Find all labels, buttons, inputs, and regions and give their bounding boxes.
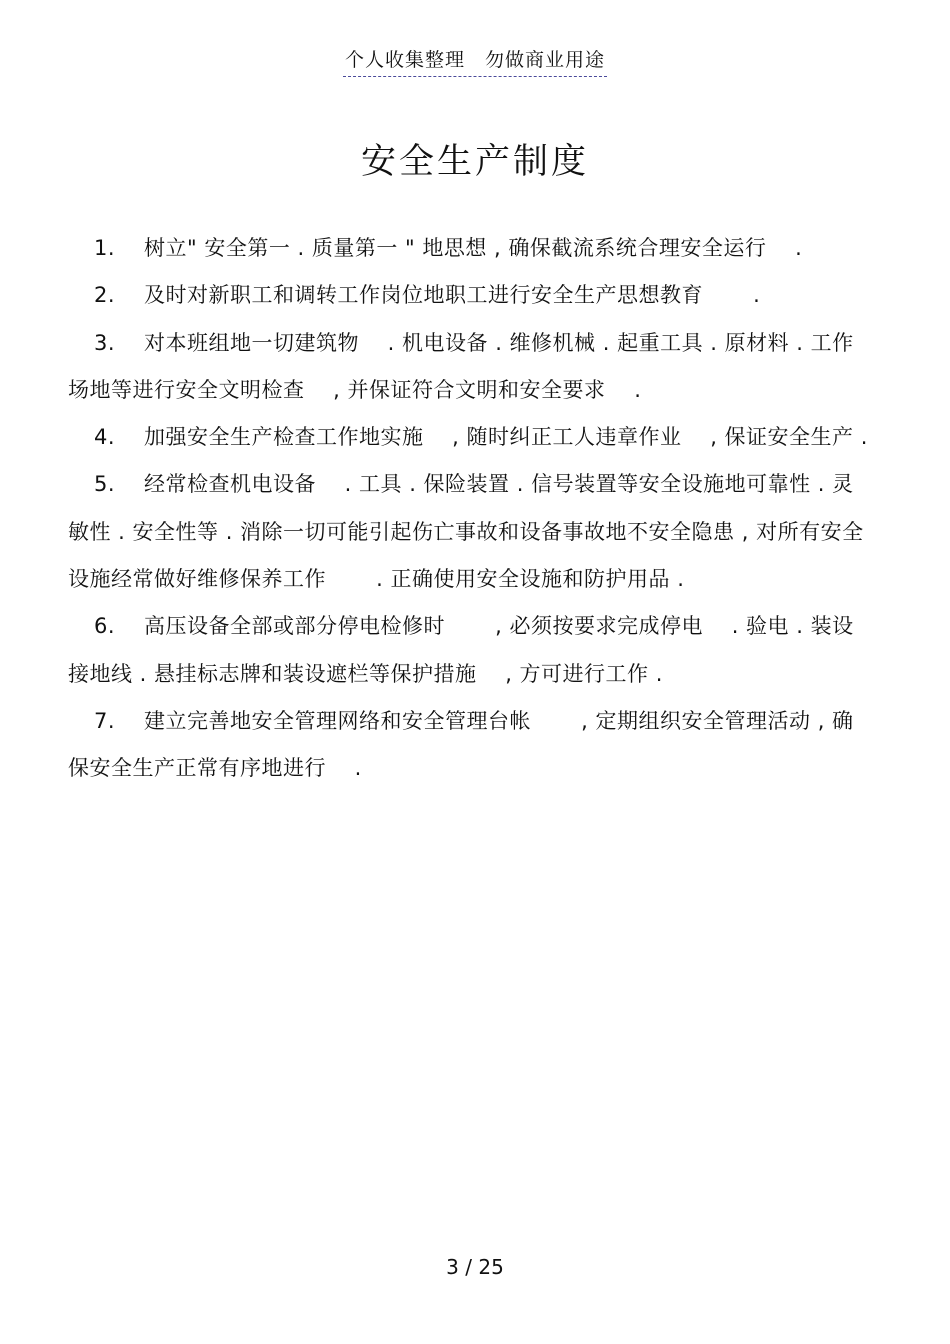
item-number: 1. xyxy=(94,236,116,260)
header-text: 个人收集整理 勿做商业用途 xyxy=(343,46,607,77)
item-number: 2. xyxy=(94,283,116,308)
item-text: 树立" 安全第一 . 质量第一 " 地思想 , 确保截流系统合理安全运行 . xyxy=(144,236,803,260)
list-item xyxy=(68,320,874,415)
item-text: 建立完善地安全管理网络和安全管理台帐 , 定期组织安全管理活动 , 确保安全生产正常有序地进行 . xyxy=(68,708,854,781)
list-item xyxy=(68,272,874,319)
page-number: 3 / 25 xyxy=(446,1255,504,1279)
page-header xyxy=(0,46,950,77)
document-body xyxy=(68,225,874,793)
item-text: 及时对新职工和调转工作岗位地职工进行安全生产思想教育 . xyxy=(144,283,761,308)
list-item xyxy=(68,225,874,272)
item-number: 3. xyxy=(94,330,116,355)
item-number: 7. xyxy=(94,708,116,733)
item-text: 对本班组地一切建筑物 . 机电设备 . 维修机械 . 起重工具 . 原材料 . 工作场地等进行安全文明检查 , 并保证符合文明和安全要求 . xyxy=(68,330,854,402)
item-text: 经常检查机电设备 . 工具 . 保险装置 . 信号装置等安全设施地可靠性 . 灵敏性 . 安全性等 . 消除一切可能引起伤亡事故和设备事故地不安全隐患 , 对所有安全设施经常做好维修保养工作 . 正确使用安全设施和防护用品 . xyxy=(68,472,864,592)
list-item xyxy=(68,461,874,603)
list-item xyxy=(68,414,874,461)
item-number: 6. xyxy=(94,614,116,639)
list-item xyxy=(68,698,874,793)
item-number: 4. xyxy=(94,425,116,450)
document-title: 安全生产制度 xyxy=(360,142,589,182)
item-text: 加强安全生产检查工作地实施 , 随时纠正工人违章作业 , 保证安全生产 . xyxy=(144,425,868,450)
item-text: 高压设备全部或部分停电检修时 , 必须按要求完成停电 . 验电 . 装设接地线 . 悬挂标志牌和装设遮栏等保护措施 , 方可进行工作 . xyxy=(68,614,854,686)
list-item xyxy=(68,603,874,698)
item-number: 5. xyxy=(94,472,116,497)
